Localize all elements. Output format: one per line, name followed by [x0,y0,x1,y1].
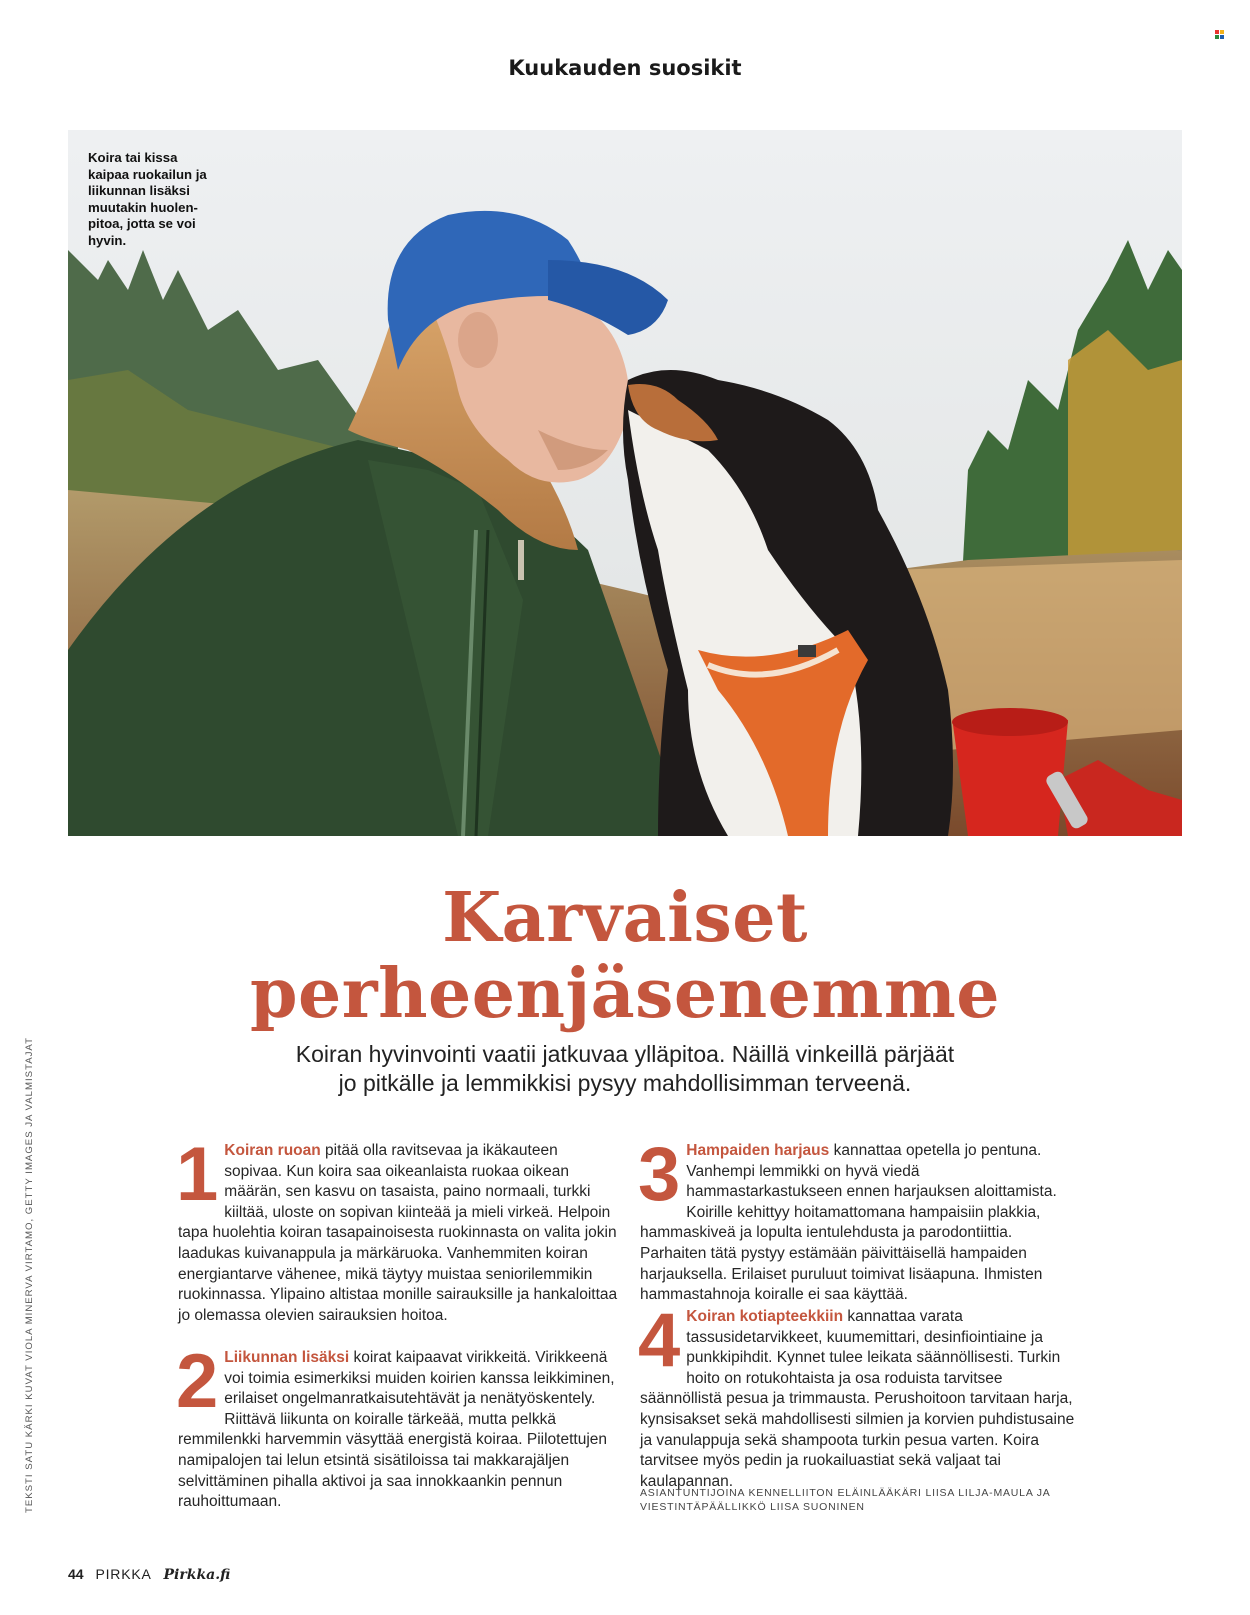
tip-lead: Liikunnan lisäksi [224,1349,350,1366]
headline-line-1: Karvaiset [442,878,808,958]
tip-text: kannattaa opetella jo pentuna. Vanhempi lemmikki on hyvä viedä hammastarkastukseen ennen harjauksen aloittamista. Koirille kehittyy hoitamattomana hampaisiin plakkia, hammaskiveä ja lopulta ientulehdusta ja parodontiittia. Parhaiten tätä pystyy estämään päivittäisellä hampaiden harjauksella. Erilaiset puruluut toimivat lisäapuna. Ihmisten hammastahnoja koiralle ei saa käyttää. [640,1142,1057,1304]
article-headline [0,880,1250,1032]
page-number: 44 [68,1566,84,1582]
tip-4 [638,1298,1076,1492]
tip-3 [638,1132,1076,1306]
website-link[interactable]: Pirkka.fi [163,1567,231,1583]
intro-line-2: jo pitkälle ja lemmikkisi pysyy mahdollisimman terveenä. [338,1070,912,1096]
man-kissing-dog-image [68,130,1182,836]
side-credits: TEKSTI SATU KÄRKI KUVAT VIOLA MINERVA VIRTAMO, GETTY IMAGES JA VALMISTAJAT [24,1037,35,1513]
tip-number: 1 [176,1132,219,1217]
expert-credits: ASIANTUNTIJOINA KENNELLIITON ELÄINLÄÄKÄRI LIISA LILJA-MAULA JA VIESTINTÄPÄÄLLIKKÖ LIISA SUONINEN [640,1487,1051,1513]
tip-lead: Koiran ruoan [224,1142,321,1159]
photo-caption: Koira tai kissa kaipaa ruokailun ja liikunnan lisäksi muutakin huolen-pitoa, jotta se voi hyvin. [88,150,207,248]
intro-line-1: Koiran hyvinvointi vaatii jatkuvaa ylläpitoa. Näillä vinkeillä pärjäät [295,1041,955,1067]
tip-number: 3 [638,1132,681,1217]
magazine-name: PIRKKA [95,1566,152,1582]
page-footer [68,1566,230,1583]
hero-photo [68,130,1182,836]
tip-1 [176,1132,618,1326]
tip-number: 2 [176,1339,219,1424]
publisher-logo-dots [1215,30,1227,40]
tip-number: 4 [638,1298,681,1383]
headline-line-2: perheenjäsenemme [249,954,1001,1034]
article-intro [0,1040,1250,1098]
section-label: Kuukauden suosikit [508,56,742,80]
tip-lead: Koiran kotiapteekkiin [686,1308,844,1325]
tip-lead: Hampaiden harjaus [686,1142,830,1159]
tip-text: kannattaa varata tassusidetarvikkeet, kuumemittari, desinfiointiaine ja punkkipihdit. Kynnet tulee leikata säännöllisesti. Turkin hoito on rotukohtaista ja osa roduista tarvitsee säännöllistä pesua ja trimmausta. Perushoitoon tarvitaan harja, kynsisakset sekä mahdollisesti silmien ja korvien puhdistusaine ja vanulappuja sekä shampoota turkin pesua varten. Koira tarvitsee myös pedin ja ruokailuastiat sekä valjaat tai kaulapannan. [640,1308,1075,1490]
tip-text: pitää olla ravitsevaa ja ikäkauteen sopivaa. Kun koira saa oikeanlaista ruokaa oikean määrän, sen kasvu on tasaista, paino normaali, turkki kiiltää, uloste on sopivan kiinteää ja mieli virkeä. Helpoin tapa huolehtia koiran tasapainoisesta ruokinnasta on valita jokin laadukas kuivanappula ja märkäruoka. Vanhemmiten koiran energiantarve vähenee, mikä täytyy muistaa seniorilemmikin ruokinnassa. Ylipaino altistaa monille sairauksille ja hankaloittaa jo olemassa olevien sairauksien hoitoa. [178,1142,618,1324]
tip-2 [176,1339,618,1513]
tip-text: koirat kaipaavat virikkeitä. Virikkeenä voi toimia esimerkiksi muiden koirien kanssa leikkiminen, erilaiset ongelmanratkaisutehtävät ja nenätyöskentely. Riittävä liikunta on koiralle tärkeää, mutta pelkkä remmilenkki harvemmin väsyttää energistä koiraa. Piilotettujen namipalojen tai lelun etsintä sisätiloissa tai makkarajäljen selvittäminen pihalla aktivoi ja saa innokkaankin pennun rauhoittumaan. [178,1349,615,1511]
